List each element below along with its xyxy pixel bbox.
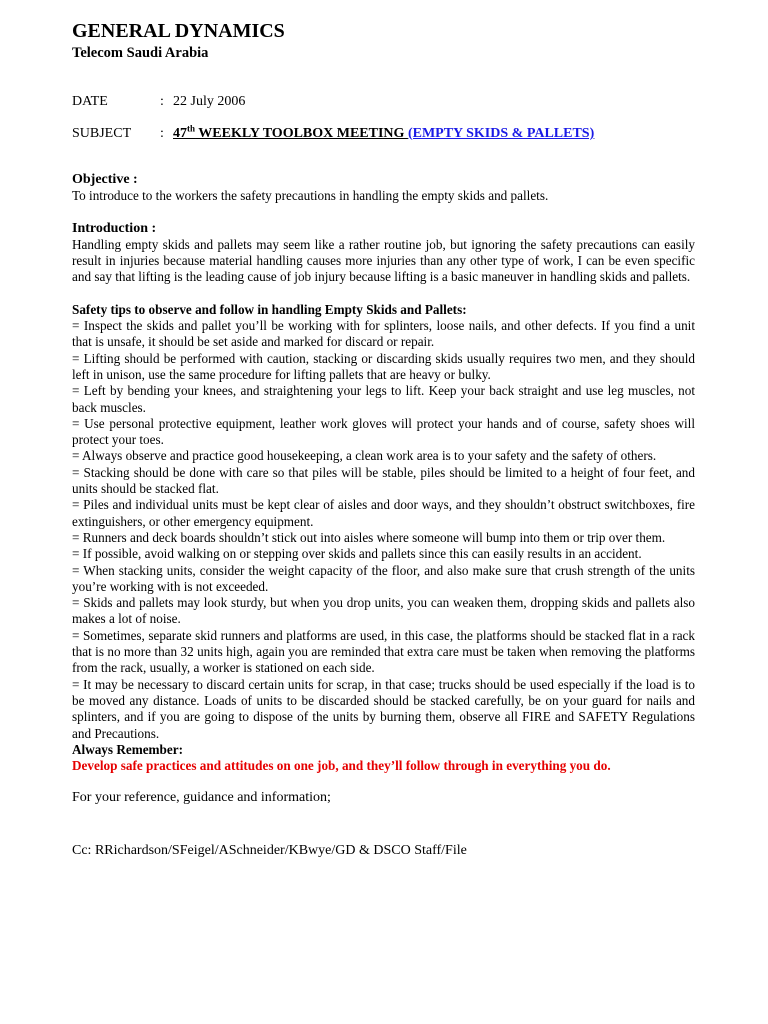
objective-text: To introduce to the workers the safety precautions in handling the empty skids and pallets. <box>72 188 549 204</box>
safety-tip: = Runners and deck boards shouldn’t stick out into aisles where someone will bump into them or trip over them. <box>72 529 666 545</box>
memo-body <box>72 172 695 859</box>
subject-link[interactable]: (EMPTY SKIDS & PALLETS) <box>407 126 595 141</box>
safety-tip: = Use personal protective equipment, leather work gloves will protect your hands and of course, safety shoes will protect your toes. <box>72 415 695 448</box>
safety-tip: = Always observe and practice good housekeeping, a clean work area is to your safety and the safety of others. <box>72 448 657 464</box>
safety-tip: = Skids and pallets may look sturdy, but when you drop units, you can weaken them, dropping skids and pallets also makes a lot of noise. <box>72 595 695 627</box>
objective-heading: Objective : <box>72 172 138 187</box>
safety-tip: = Lifting should be performed with caution, stacking or discarding skids usually requires two men, and they should left in unison, use the same procedure for lifting pallets that are heavy or bulky. <box>72 350 695 382</box>
cc-line: Cc: RRichardson/SFeigel/ASchneider/KBwye/GD & DSCO Staff/File <box>72 842 467 858</box>
safety-tips-heading: Safety tips to observe and follow in handling Empty Skids and Pallets: <box>72 301 467 317</box>
subject-number: 47 <box>173 126 187 141</box>
reference-line: For your reference, guidance and information; <box>72 790 331 806</box>
date-colon: : <box>160 94 164 109</box>
safety-tip: = Inspect the skids and pallet you’ll be working with for splinters, loose nails, and other defects. If you find a unit that is unsafe, it should be set aside and marked for discard or repair. <box>72 318 695 350</box>
subject-ordinal: th <box>187 123 196 134</box>
remember-heading: Always Remember: <box>72 741 183 757</box>
remember-text: Develop safe practices and attitudes on one job, and they’ll follow through in everything you do. <box>72 758 611 774</box>
safety-tip: = It may be necessary to discard certain units for scrap, in that case; trucks should be used especially if the load is to be moved any distance. Loads of units to be discarded should be stacked carefully, be on your guard for nails and splinters, and if you are going to dispose of the units by burning them, observe all FIRE and SAFETY Regulations and Precautions. <box>72 676 695 741</box>
subject-colon: : <box>160 126 164 141</box>
safety-tip: = Piles and individual units must be kept clear of aisles and door ways, and they shouldn’t obstruct switchboxes, fire extinguishers, or other emergency equipment. <box>72 497 695 529</box>
safety-tip: = Stacking should be done with care so that piles will be stable, piles should be limited to a height of four feet, and units should be stacked flat. <box>72 464 695 497</box>
introduction-text: Handling empty skids and pallets may seem like a rather routine job, but ignoring the safety precautions can easily result in injuries because material handling causes more injuries than any other type of work, I can be even specific and say that lifting is the leading cause of job injury because lifting is a basic maneuver in handling skids and pallets. <box>72 236 695 285</box>
memo-page <box>72 18 695 858</box>
introduction-heading: Introduction : <box>72 220 157 236</box>
safety-tips-list <box>72 318 695 742</box>
safety-tip: = Sometimes, separate skid runners and platforms are used, in this case, the platforms should be stacked flat in a rack that is no more than 32 units high, again you are reminded that extra care must be taken when removing the platforms from the rack, usually, a worker is stationed on each side. <box>72 627 695 676</box>
date-label: DATE <box>72 94 108 109</box>
subject-label: SUBJECT <box>72 126 132 141</box>
safety-tip: = When stacking units, consider the weight capacity of the floor, and also make sure that crush strength of the units you’re working with is not exceeded. <box>72 562 695 594</box>
safety-tip: = If possible, avoid walking on or stepping over skids and pallets since this can easily results in an accident. <box>72 546 642 562</box>
company-name: GENERAL DYNAMICS <box>72 20 285 42</box>
subject-value <box>173 125 594 143</box>
subject-text: WEEKLY TOOLBOX MEETING <box>195 126 408 141</box>
company-subtitle: Telecom Saudi Arabia <box>72 45 209 61</box>
safety-tip: = Left by bending your knees, and straightening your legs to lift. Keep your back straight and use leg muscles, not back muscles. <box>72 383 695 415</box>
date-value: 22 July 2006 <box>173 94 246 109</box>
